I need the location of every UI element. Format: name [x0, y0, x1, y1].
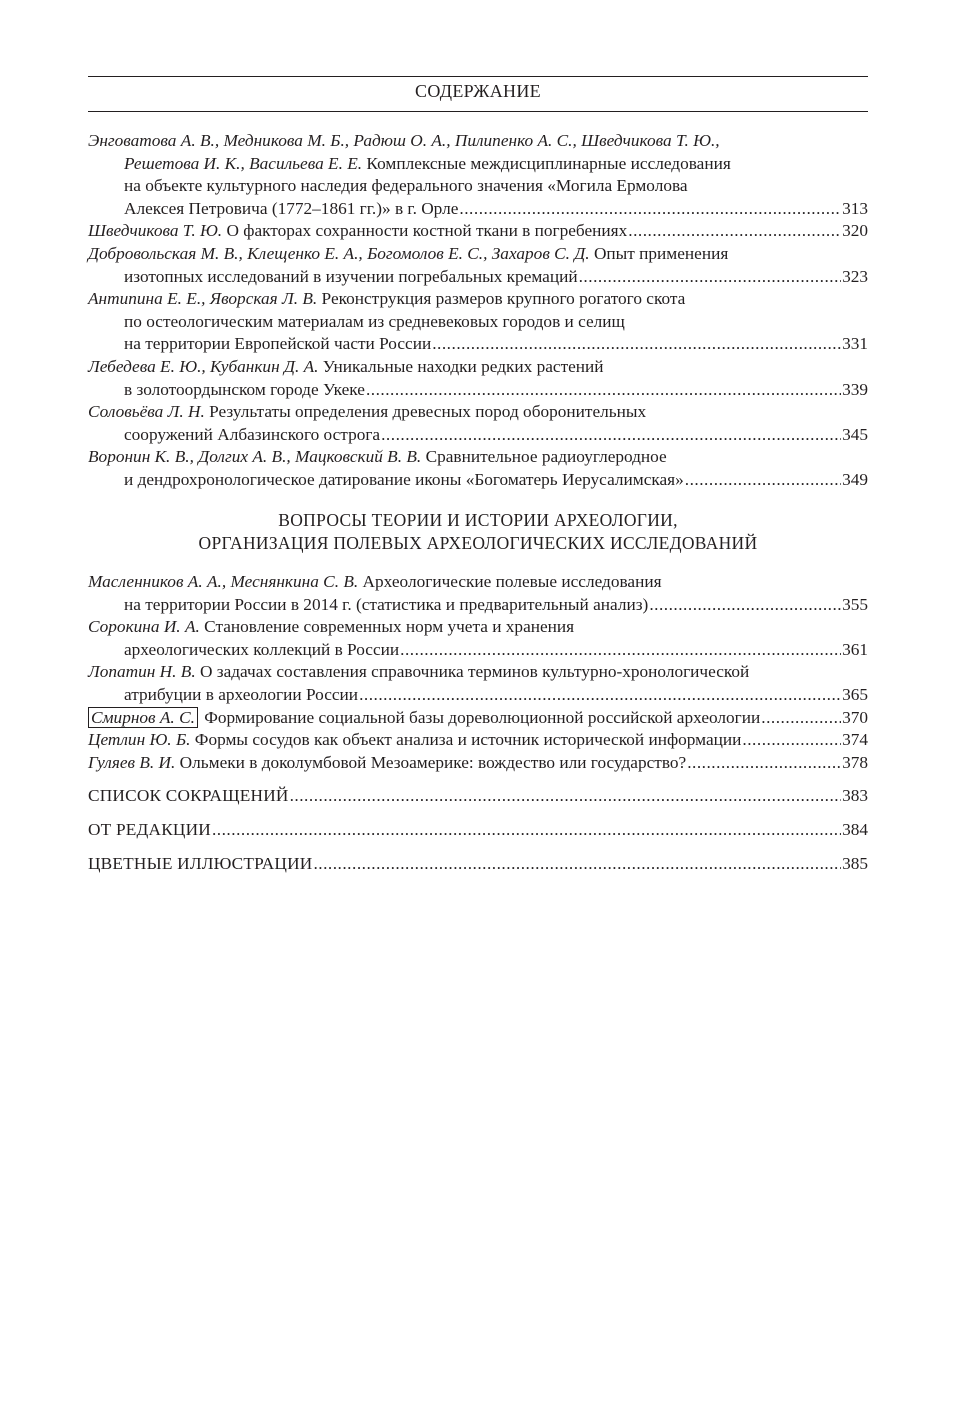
entry-text — [124, 333, 431, 356]
page-number: 331 — [842, 334, 868, 354]
entry-title: по остеологическим материалам из средневековых городов и селищ — [124, 311, 625, 331]
toc-entry-line — [88, 356, 868, 379]
toc-entry-line — [88, 707, 868, 730]
page-number: 323 — [842, 266, 868, 286]
running-head: СОДЕРЖАНИЕ — [415, 81, 541, 101]
page-number: 345 — [842, 424, 868, 444]
entry-title: и дендрохронологическое датирование иконы «Богоматерь Иерусалимская» — [124, 469, 684, 489]
entry-text — [88, 220, 627, 243]
entry-text — [88, 571, 662, 594]
entry-text — [88, 616, 574, 639]
entry-authors: Антипина Е. Е., Яворская Л. В. — [88, 289, 318, 309]
page-number: 313 — [842, 198, 868, 218]
entry-title: Уникальные находки редких растений — [318, 356, 604, 376]
dot-leader — [687, 752, 841, 775]
entry-text — [124, 424, 380, 447]
entry-text — [124, 198, 458, 221]
entry-text — [88, 661, 749, 684]
entry-authors: Гуляев В. И. — [88, 752, 176, 772]
entry-title: Ольмеки в доколумбовой Мезоамерике: вождество или государство? — [175, 752, 687, 772]
entry-authors: Шведчикова Т. Ю. — [88, 221, 223, 241]
toc-entry-line — [88, 571, 868, 594]
toc-entry[interactable] — [88, 130, 868, 220]
entry-title: ЦВЕТНЫЕ ИЛЛЮСТРАЦИИ — [88, 854, 313, 873]
toc-entry-line — [88, 220, 868, 243]
entry-title: на объекте культурного наследия федерального значения «Могила Ермолова — [124, 176, 688, 196]
page-number: 384 — [842, 820, 868, 839]
entry-text — [124, 469, 684, 492]
toc-entry[interactable] — [88, 446, 868, 491]
entry-title: О задачах составления справочника терминов культурно-хронологической — [195, 662, 750, 682]
toc-entry[interactable] — [88, 616, 868, 661]
page-number: 385 — [842, 854, 868, 873]
entry-authors: Решетова И. К., Васильева Е. Е. — [124, 153, 363, 173]
dot-leader — [685, 469, 841, 492]
bottom-rule — [88, 111, 868, 112]
dot-leader — [579, 266, 841, 289]
entry-title: Комплексные междисциплинарные исследования — [362, 153, 731, 173]
entry-authors: Воронин К. В., Долгих А. В., Мацковский В. В. — [88, 447, 422, 467]
toc-entry-line — [88, 469, 868, 492]
toc-entry[interactable] — [88, 707, 868, 730]
entry-title: СПИСОК СОКРАЩЕНИЙ — [88, 786, 289, 805]
entry-authors: Соловьёва Л. Н. — [88, 402, 205, 422]
page-number: 378 — [842, 752, 868, 772]
entry-title: в золотоордынском городе Укеке — [124, 379, 365, 399]
entry-title: сооружений Албазинского острога — [124, 424, 381, 444]
entry-title: археологических коллекций в России — [124, 639, 400, 659]
entry-title: ОТ РЕДАКЦИИ — [88, 820, 211, 839]
dot-leader — [628, 220, 841, 243]
toc-entry-line — [88, 379, 868, 402]
page-number: 355 — [842, 594, 868, 614]
dot-leader — [432, 333, 841, 356]
toc-entry-line — [88, 752, 868, 775]
entry-authors: Цетлин Ю. Б. — [88, 730, 191, 750]
dot-leader — [649, 594, 841, 617]
entry-text — [124, 594, 648, 617]
entry-text — [124, 266, 578, 289]
toc-entry-line — [88, 175, 868, 198]
toc-entry-line — [88, 266, 868, 289]
entry-title: на территории России в 2014 г. (статистика и предварительный анализ) — [124, 594, 649, 614]
toc-entry[interactable] — [88, 243, 868, 288]
entry-text — [88, 752, 686, 775]
toc-entry-line — [88, 288, 868, 311]
toc-entry[interactable] — [88, 819, 868, 853]
entry-text — [124, 379, 365, 402]
toc-entry[interactable] — [88, 785, 868, 819]
entry-authors: Энговатова А. В., Медникова М. Б., Радюш О. А., Пилипенко А. С., Шведчикова Т. Ю., — [88, 131, 720, 150]
dot-leader — [400, 639, 841, 662]
toc-entry-line — [88, 616, 868, 639]
toc-entry[interactable] — [88, 853, 868, 887]
page-number: 349 — [842, 469, 868, 489]
toc-entry-line — [88, 446, 868, 469]
entry-authors: Сорокина И. А. — [88, 617, 200, 637]
entry-authors-framed: Смирнов А. С. — [88, 707, 198, 728]
entry-text — [124, 311, 625, 334]
toc-entry[interactable] — [88, 752, 868, 775]
section-heading-line-2: ОРГАНИЗАЦИЯ ПОЛЕВЫХ АРХЕОЛОГИЧЕСКИХ ИССЛЕДОВАНИЙ — [198, 533, 758, 553]
entry-authors: Добровольская М. В., Клещенко Е. А., Богомолов Е. С., Захаров С. Д. — [88, 243, 590, 263]
entry-title: Реконструкция размеров крупного рогатого скота — [317, 289, 686, 309]
page-number: 339 — [842, 379, 868, 399]
entry-text — [88, 401, 646, 424]
entry-text — [88, 130, 720, 153]
dot-leader — [212, 819, 841, 842]
toc-entry-line — [88, 639, 868, 662]
entry-text — [88, 356, 604, 379]
entry-text — [88, 243, 728, 266]
entry-text — [88, 729, 741, 752]
page-number: 383 — [842, 786, 868, 805]
page-number: 365 — [842, 684, 868, 704]
toc-entry-line — [88, 243, 868, 266]
toc-entry-line — [88, 130, 868, 153]
toc-entry-line — [88, 594, 868, 617]
entry-text — [124, 684, 358, 707]
entry-text — [124, 175, 688, 198]
entry-title: Алексея Петровича (1772–1861 гг.)» в г. Орле — [124, 198, 459, 218]
toc-entry[interactable] — [88, 729, 868, 752]
entry-title: атрибуции в археологии России — [124, 684, 359, 704]
toc-entry[interactable] — [88, 220, 868, 243]
entry-title: на территории Европейской части России — [124, 334, 432, 354]
page-number: 370 — [842, 707, 868, 727]
page-number: 361 — [842, 639, 868, 659]
toc-entry-line — [88, 311, 868, 334]
dot-leader — [761, 707, 841, 730]
section-heading-line-1: ВОПРОСЫ ТЕОРИИ И ИСТОРИИ АРХЕОЛОГИИ, — [278, 510, 678, 530]
toc-entry-line — [88, 333, 868, 356]
toc-entry-line — [88, 401, 868, 424]
entry-authors: Масленников А. А., Меснянкина С. В. — [88, 572, 359, 591]
entry-title: О факторах сохранности костной ткани в погребениях — [222, 221, 628, 241]
entry-text — [88, 446, 667, 469]
section-heading — [88, 509, 868, 555]
dot-leader — [313, 853, 841, 876]
dot-leader — [366, 379, 841, 402]
toc-entry-line — [88, 684, 868, 707]
top-rule — [88, 76, 868, 77]
dot-leader — [381, 424, 841, 447]
entry-title: Становление современных норм учета и хранения — [199, 617, 575, 637]
page-number: 320 — [842, 221, 868, 241]
entry-title: Результаты определения древесных пород оборонительных — [204, 402, 647, 422]
toc-entry-line — [88, 729, 868, 752]
toc-entry[interactable] — [88, 661, 868, 706]
toc-section-2 — [88, 571, 868, 774]
entry-title: Археологические полевые исследования — [358, 572, 662, 591]
toc-section-1 — [88, 130, 868, 492]
toc-entry[interactable] — [88, 288, 868, 356]
page-number: 374 — [842, 730, 868, 750]
entry-title: Сравнительное радиоуглеродное — [421, 447, 667, 467]
entry-title: Опыт применения — [589, 243, 729, 263]
toc-entry[interactable] — [88, 356, 868, 401]
entry-title: Формирование социальной базы дореволюционной российской археологии — [199, 707, 761, 727]
dot-leader — [359, 684, 841, 707]
dot-leader — [459, 198, 841, 221]
toc-entry[interactable] — [88, 571, 868, 616]
dot-leader — [290, 785, 841, 808]
toc-entry-line — [88, 661, 868, 684]
toc-section-3 — [88, 785, 868, 887]
entry-text — [124, 639, 399, 662]
entry-authors: Лебедева Е. Ю., Кубанкин Д. А. — [88, 356, 319, 376]
entry-title: Формы сосудов как объект анализа и источник исторической информации — [190, 730, 742, 750]
entry-authors: Лопатин Н. В. — [88, 662, 196, 682]
toc-entry-line — [88, 153, 868, 176]
toc-entry-line — [88, 424, 868, 447]
toc-entry-line — [88, 198, 868, 221]
entry-text — [88, 707, 760, 730]
entry-text — [124, 153, 731, 176]
dot-leader — [742, 729, 841, 752]
toc-entry[interactable] — [88, 401, 868, 446]
entry-text — [88, 288, 685, 311]
entry-title: изотопных исследований в изучении погребальных кремаций — [124, 266, 578, 286]
